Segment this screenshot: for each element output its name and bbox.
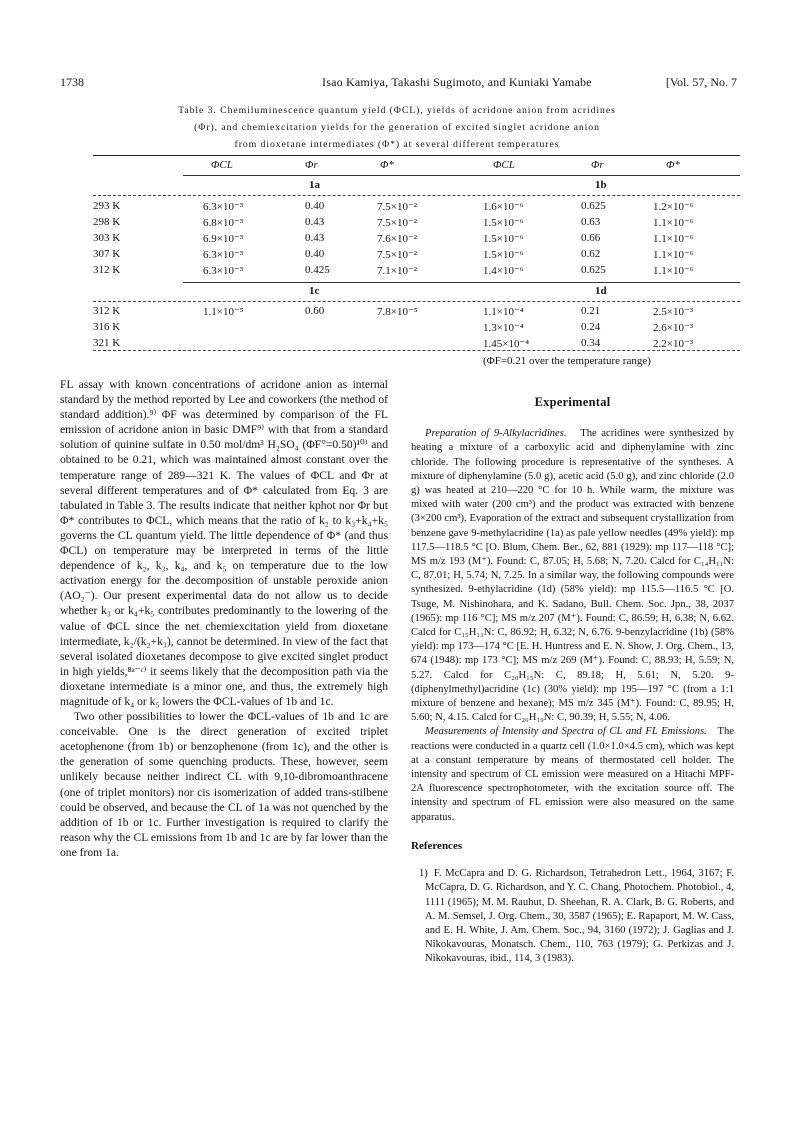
row-temperature: 316 K: [93, 321, 121, 333]
table-cell: 1.1×10⁻⁵: [203, 306, 244, 318]
table-cell: 1.1×10⁻⁶: [653, 249, 694, 261]
table-footnote: (ΦF=0.21 over the temperature range): [483, 355, 651, 367]
table-cell: 1.2×10⁻⁶: [653, 201, 694, 213]
subhead-rule: [183, 282, 740, 283]
table-cell: 7.5×10⁻²: [377, 249, 418, 261]
table-cell: 1.5×10⁻⁶: [483, 217, 524, 229]
subsection-title: Preparation of 9-Alkylacridines.: [425, 428, 567, 440]
table-cell: 0.24: [581, 321, 601, 333]
table-cell: 0.425: [305, 264, 330, 276]
table-cell: 7.5×10⁻²: [377, 201, 418, 213]
row-temperature: 312 K: [93, 264, 121, 276]
row-temperature: 321 K: [93, 337, 121, 349]
col-header: Φr: [591, 159, 604, 171]
references-list: [411, 867, 734, 966]
table-cell: 0.66: [581, 232, 601, 244]
caption-line: (Φr), and chemiexcitation yields for the generation of excited singlet acridone anion: [194, 122, 600, 133]
table-cell: 7.1×10⁻²: [377, 265, 418, 277]
group-rule: [93, 301, 740, 302]
table-cell: 0.625: [581, 264, 606, 276]
experimental-text: The acridines were synthesized by heating a mixture of a carboxylic acid and diphenylamine with zinc chloride. The following procedure is representative of the syntheses. A mixture of diphenylamine (5.0 g), acetic acid (5.0 g), and zinc chloride (2.0 g) was heated at 210—220 °C for 10 h. While warm, the mixture was mixed with water (200 cm³) and the product was extracted with benzene (3×200 cm³). Evaporation of the extract and subsequent crystallization from benzene gave 9-methylacridine (1a) as pale yellow needles (49% yield): mp 117.5—118.5 °C [O. Blum, Chem. Ber., 62, 881 (1929): mp 117—118 °C]; MS m/z 193 (M⁺). Found: C, 87.05; H, 5.68; N, 7.20. Calcd for C₁₄H₁₁N: C, 87.01; H, 5.74; N, 7.25. In a similar way, the following compounds were synthesized. 9-ethylacridine (1d) (58% yield): mp 115.5—116.5 °C [O. Tsuge, M. Nishinohara, and K. Sadano, Bull. Chem. Soc. Jpn., 38, 2037 (1965): mp 116 °C]; MS m/z 207 (M⁺). Found: C, 86.59; H, 6.38; N, 6.62. Calcd for C₁₅H₁₃N: C, 86.92; H, 6.32; N, 6.76. 9-benzylacridine (1b) (58% yield): mp 173—174 °C [E. H. Huntress and E. N. Show, J. Org. Chem., 13, 674 (1948): mp 173 °C]; MS m/z 269 (M⁺). Found: C, 88.93; H, 5.59; N, 5.27. Calcd for C₂₀H₁₅N: C, 89.18; H, 5.61; N, 5.20. 9-(diphenylmethyl)acridine (1c) (30% yield): mp 195—197 °C (from a 1:1 mixture of benzene and hexane); MS m/z 345 (M⁺). Found: C, 89.95; H, 5.60; N, 4.15. Calcd for C₂₆H₁₉N: C, 90.39; H, 5.55; N, 4.06.: [411, 428, 734, 724]
table-cell: 7.6×10⁻²: [377, 233, 418, 245]
left-column: [60, 377, 388, 860]
table-cell: 6.3×10⁻³: [203, 201, 244, 213]
table-cell: 0.62: [581, 248, 601, 260]
table-cell: 0.63: [581, 216, 601, 228]
table-top-rule: [93, 155, 740, 156]
caption-line: from dioxetane intermediates (Φ*) at several different temperatures: [234, 139, 560, 150]
reference-number: 1): [419, 868, 428, 880]
table-cell: 7.8×10⁻⁵: [377, 306, 418, 318]
table-cell: 2.6×10⁻³: [653, 322, 694, 334]
subsection-title: Measurements of Intensity and Spectra of CL and FL Emissions.: [425, 726, 707, 738]
running-authors: Isao Kamiya, Takashi Sugimoto, and Kuniaki Yamabe: [322, 75, 592, 89]
row-temperature: 312 K: [93, 305, 121, 317]
table-cell: 2.5×10⁻³: [653, 306, 694, 318]
row-temperature: 303 K: [93, 232, 121, 244]
caption-line: Table 3. Chemiluminescence quantum yield (ΦCL), yields of acridone anion from acridines: [178, 105, 616, 116]
table-caption: [92, 102, 702, 153]
col-header: ΦCL: [211, 159, 233, 171]
body-paragraph: FL assay with known concentrations of acridone anion as internal standard by the method reported by Lee and coworkers (the method of standard addition).⁹⁾ ΦF was determined by comparison of the FL emission of acridone anion in basic DMF⁹⁾ with that from a standard solution of quinine sulfate in 0.50 mol/dm³ H₂SO₄ (ΦF°=0.50)¹⁰⁾ and obtained to be 0.21, which was maintained almost constant over the temperature range of 289—321 K. The values of ΦCL and Φr at several different temperatures and of Φ* calculated from Eq. 3 are tabulated in Table 3. The results indicate that neither kphot nor Φr but Φ* contributes to ΦCL, which means that the ratio of k₂ to k₃+k₄+k₅ governs the CL quantum yield. The little dependence of Φ* (and thus ΦCL) on temperature may be interpreted in terms of the little dependence of k₂, k₃, k₄, and k₅ on temperature due to the low activation energy for the decomposition of unstable peroxide anion (AO₂⁻). Our present experimental data do not allow us to decide whether k₃ or k₄+k₅ contributes predominantly to the lowering of the value of ΦCL since the net chemiexcitation yield from dioxetane intermediate, k₂/(k₂+k₃), cannot be determined. In view of the fact that several isolated dioxetanes decompose to give excited singlet product in high yields,⁸ᵃ⁻ᶜ⁾ it seems likely that the decomposition path via the dioxetane intermediate is a minor one, and thus, the extremely high magnitude of k₄ or k₅ lowers the ΦCL-values of 1b and 1c.: [60, 378, 388, 708]
row-temperature: 307 K: [93, 248, 121, 260]
col-header: Φ*: [380, 159, 394, 171]
table-cell: 1.45×10⁻⁴: [483, 338, 530, 350]
table-cell: 1.6×10⁻⁶: [483, 201, 524, 213]
table-cell: 6.3×10⁻³: [203, 249, 244, 261]
page-number: 1738: [60, 75, 84, 89]
table-cell: 0.21: [581, 305, 601, 317]
section-heading: Experimental: [534, 395, 611, 409]
table-cell: 0.43: [305, 232, 325, 244]
experimental-text: The reactions were conducted in a quartz cell (1.0×1.0×4.5 cm), which was kept at a constant temperature by means of thermostated cell holder. The intensity and spectrum of CL emission were measured on a Hitachi MPF-2A fluorescence spectrophotometer, with the excitation source off. The intensity and spectrum of FL emission were also measured on the same apparatus.: [411, 726, 734, 823]
table-cell: 1.1×10⁻⁶: [653, 265, 694, 277]
table-cell: 0.40: [305, 248, 325, 260]
volume-info: [Vol. 57, No. 7: [665, 75, 737, 89]
table-cell: 1.1×10⁻⁶: [653, 233, 694, 245]
group-rule: [93, 195, 740, 196]
table-cell: 6.9×10⁻³: [203, 233, 244, 245]
table-cell: 1.1×10⁻⁴: [483, 306, 524, 318]
table-cell: 0.625: [581, 200, 606, 212]
subhead-rule: [183, 175, 740, 176]
references-heading: References: [411, 839, 463, 852]
table-cell: 1.1×10⁻⁶: [653, 217, 694, 229]
table-cell: 7.5×10⁻²: [377, 217, 418, 229]
table-cell: 0.43: [305, 216, 325, 228]
group-label: 1a: [309, 179, 320, 191]
group-label: 1b: [595, 179, 607, 191]
table-cell: 1.4×10⁻⁶: [483, 265, 524, 277]
row-temperature: 298 K: [93, 216, 121, 228]
reference-item: [411, 867, 734, 966]
table-cell: 0.40: [305, 200, 325, 212]
table-cell: 2.2×10⁻³: [653, 338, 694, 350]
table-cell: 6.8×10⁻³: [203, 217, 244, 229]
table-cell: 6.3×10⁻³: [203, 265, 244, 277]
col-header: ΦCL: [493, 159, 515, 171]
table-cell: 0.60: [305, 305, 325, 317]
table-cell: 1.5×10⁻⁶: [483, 233, 524, 245]
table-cell: 1.3×10⁻⁴: [483, 322, 524, 334]
body-paragraph: Two other possibilities to lower the ΦCL-values of 1b and 1c are conceivable. One is the direct generation of excited triplet acetophenone (from 1b) or benzophenone (from 1c), and the other is the generation of some quenching products. These, however, seem unlikely because neither indirect CL with 9,10-dibromoanthracene (one of triplet monitors) nor cis isomerization of added trans-stilbene could be observed, and because the CL of 1a was not quenched by the addition of 1b or 1c. Further investigation is required to clarify the reason why the CL emissions from 1b and 1c are by far lower than the one from 1a.: [60, 710, 388, 859]
table-cell: 0.34: [581, 337, 601, 349]
group-label: 1c: [309, 285, 320, 297]
row-temperature: 293 K: [93, 200, 121, 212]
col-header: Φ*: [666, 159, 680, 171]
right-column: [411, 377, 734, 967]
col-header: Φr: [305, 159, 318, 171]
table-bottom-rule: [93, 350, 740, 351]
running-head: [60, 75, 737, 93]
reference-text: F. McCapra and D. G. Richardson, Tetrahedron Lett., 1964, 3167; F. McCapra, D. G. Richardson, and Y. C. Chang, Photochem. Photobiol., 4, 1111 (1965); M. M. Rauhut, D. Sheehan, R. A. Clark, B. G. Roberts, and A. M. Semsel, J. Org. Chem., 30, 3587 (1965); E. Rapaport, M. W. Cass, and E. H. White, J. Am. Chem. Soc., 94, 3160 (1972); J. Gaglias and J. Nikokavouras, Monatsch. Chem., 110, 763 (1979); G. Perkizas and J. Nikokavouras, ibid., 114, 3 (1983).: [425, 868, 734, 965]
group-label: 1d: [595, 285, 607, 297]
table-cell: 1.5×10⁻⁶: [483, 249, 524, 261]
